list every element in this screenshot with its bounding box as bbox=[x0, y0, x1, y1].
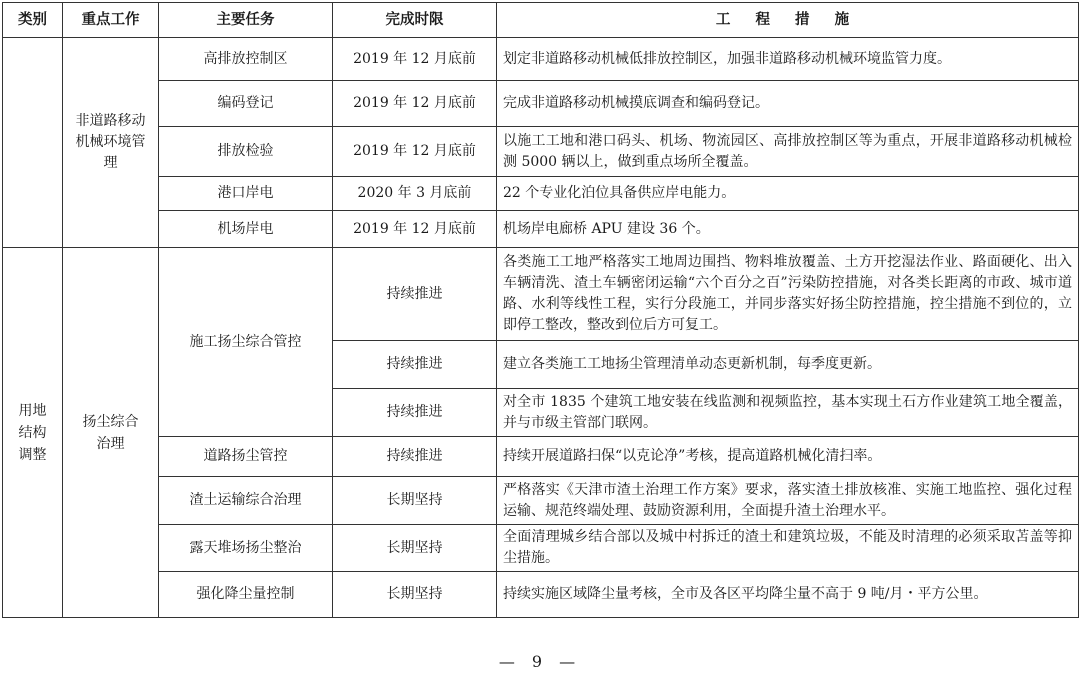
task-cell: 编码登记 bbox=[159, 81, 333, 127]
measure-cell: 完成非道路移动机械摸底调查和编码登记。 bbox=[497, 81, 1079, 127]
measure-cell: 机场岸电廊桥 APU 建设 36 个。 bbox=[497, 211, 1079, 248]
measure-cell: 以施工工地和港口码头、机场、物流园区、高排放控制区等为重点，开展非道路移动机械检测 5000 辆以上，做到重点场所全覆盖。 bbox=[497, 127, 1079, 177]
header-measures: 工 程 措 施 bbox=[497, 3, 1079, 38]
deadline-cell: 2020 年 3 月底前 bbox=[333, 177, 497, 211]
table-row bbox=[3, 572, 1079, 618]
table-row bbox=[3, 248, 1079, 341]
header-category: 类别 bbox=[3, 3, 63, 38]
measure-cell: 各类施工工地严格落实工地周边围挡、物料堆放覆盖、土方开挖湿法作业、路面硬化、出入车辆清洗、渣土车辆密闭运输“六个百分之百”污染防控措施，对各类长距离的市政、城市道路、水利等线性工程，实行分段施工，并同步落实好扬尘防控措施，控尘措施不到位的，立即停工整改，整改到位后方可复工。 bbox=[497, 248, 1079, 341]
measure-cell: 划定非道路移动机械低排放控制区，加强非道路移动机械环境监管力度。 bbox=[497, 38, 1079, 81]
table-row bbox=[3, 177, 1079, 211]
measure-cell: 对全市 1835 个建筑工地安装在线监测和视频监控，基本实现土石方作业建筑工地全覆盖，并与市级主管部门联网。 bbox=[497, 389, 1079, 437]
measure-cell: 建立各类施工工地扬尘管理清单动态更新机制，每季度更新。 bbox=[497, 341, 1079, 389]
deadline-cell: 长期坚持 bbox=[333, 477, 497, 525]
task-cell: 道路扬尘管控 bbox=[159, 437, 333, 477]
table-header-row bbox=[3, 3, 1079, 38]
measure-cell: 22 个专业化泊位具备供应岸电能力。 bbox=[497, 177, 1079, 211]
deadline-cell: 持续推进 bbox=[333, 248, 497, 341]
deadline-cell: 持续推进 bbox=[333, 389, 497, 437]
measures-table bbox=[2, 2, 1079, 618]
task-cell: 排放检验 bbox=[159, 127, 333, 177]
page-number: — 9 — bbox=[498, 652, 582, 671]
header-main-task: 主要任务 bbox=[159, 3, 333, 38]
task-cell: 施工扬尘综合管控 bbox=[159, 248, 333, 437]
key-work-cell: 扬尘综合治理 bbox=[63, 248, 159, 618]
table-row bbox=[3, 211, 1079, 248]
table-row bbox=[3, 38, 1079, 81]
table-row bbox=[3, 437, 1079, 477]
key-work-cell: 非道路移动机械环境管理 bbox=[63, 38, 159, 248]
deadline-cell: 长期坚持 bbox=[333, 572, 497, 618]
category-cell: 用地结构调整 bbox=[3, 248, 63, 618]
task-cell: 露天堆场扬尘整治 bbox=[159, 525, 333, 572]
deadline-cell: 2019 年 12 月底前 bbox=[333, 81, 497, 127]
category-cell bbox=[3, 38, 63, 248]
table-row bbox=[3, 525, 1079, 572]
measure-cell: 全面清理城乡结合部以及城中村拆迁的渣土和建筑垃圾，不能及时清理的必须采取苫盖等抑尘措施。 bbox=[497, 525, 1079, 572]
measure-cell: 持续开展道路扫保“以克论净”考核，提高道路机械化清扫率。 bbox=[497, 437, 1079, 477]
measure-cell: 严格落实《天津市渣土治理工作方案》要求，落实渣土排放核准、实施工地监控、强化过程运输、规范终端处理、鼓励资源利用，全面提升渣土治理水平。 bbox=[497, 477, 1079, 525]
task-cell: 机场岸电 bbox=[159, 211, 333, 248]
deadline-cell: 持续推进 bbox=[333, 341, 497, 389]
deadline-cell: 长期坚持 bbox=[333, 525, 497, 572]
deadline-cell: 2019 年 12 月底前 bbox=[333, 127, 497, 177]
deadline-cell: 持续推进 bbox=[333, 437, 497, 477]
table-row bbox=[3, 81, 1079, 127]
deadline-cell: 2019 年 12 月底前 bbox=[333, 38, 497, 81]
table-row bbox=[3, 127, 1079, 177]
task-cell: 港口岸电 bbox=[159, 177, 333, 211]
table-row bbox=[3, 477, 1079, 525]
task-cell: 强化降尘量控制 bbox=[159, 572, 333, 618]
measure-cell: 持续实施区域降尘量考核，全市及各区平均降尘量不高于 9 吨/月・平方公里。 bbox=[497, 572, 1079, 618]
deadline-cell: 2019 年 12 月底前 bbox=[333, 211, 497, 248]
task-cell: 高排放控制区 bbox=[159, 38, 333, 81]
task-cell: 渣土运输综合治理 bbox=[159, 477, 333, 525]
header-deadline: 完成时限 bbox=[333, 3, 497, 38]
header-key-work: 重点工作 bbox=[63, 3, 159, 38]
